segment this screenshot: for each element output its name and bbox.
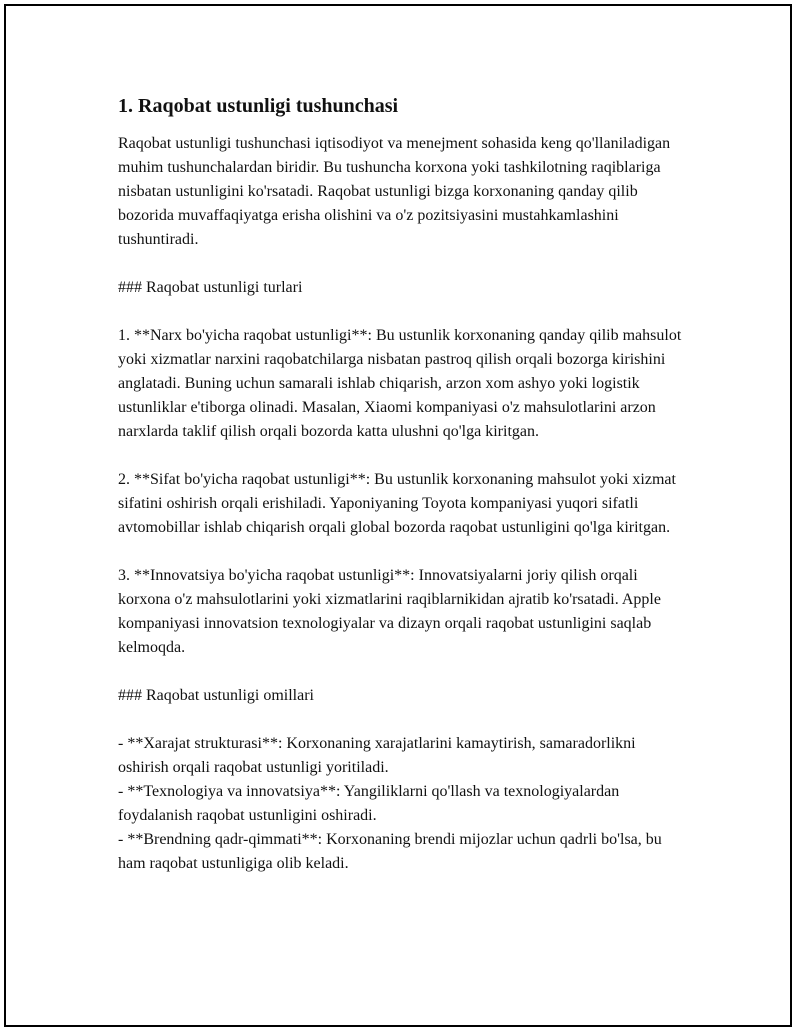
section-heading-factors: ### Raqobat ustunligi omillari bbox=[118, 687, 314, 704]
document-body bbox=[118, 92, 688, 876]
bullet-brand: - **Brendning qadr-qimmati**: Korxonaning brendi mijozlar uchun qadrli bo'lsa, bu ham raqobat ustunligiga olib keladi. bbox=[118, 831, 662, 872]
document-title: 1. Raqobat ustunligi tushunchasi bbox=[118, 95, 399, 117]
intro-paragraph: Raqobat ustunligi tushunchasi iqtisodiyot va menejment sohasida keng qo'llaniladigan muhim tushunchalardan biridir. Bu tushuncha korxona yoki tashkilotning raqiblariga nisbatan ustunligini ko'rsatadi. Raqobat ustunligi bizga korxonaning qanday qilib bozorida muvaffaqiyatga erisha olishini va o'z pozitsiyasini mustahkamlashini tushuntiradi. bbox=[118, 135, 671, 248]
list-item-innovation: 3. **Innovatsiya bo'yicha raqobat ustunligi**: Innovatsiyalarni joriy qilish orqali korxona o'z mahsulotlarini yoki xizmatlarini raqiblarnikidan ajratib ko'rsatadi. Apple kompaniyasi innovatsion texnologiyalar va dizayn orqali raqobat ustunligini saqlab kelmoqda. bbox=[118, 567, 661, 656]
section-heading-types: ### Raqobat ustunligi turlari bbox=[118, 279, 303, 296]
list-item-quality: 2. **Sifat bo'yicha raqobat ustunligi**: Bu ustunlik korxonaning mahsulot yoki xizmat sifatini oshirish orqali erishiladi. Yaponiyaning Toyota kompaniyasi yuqori sifatli avtomobillar ishlab chiqarish orqali global bozorda raqobat ustunligini qo'lga kiritgan. bbox=[118, 471, 676, 536]
bullet-cost-structure: - **Xarajat strukturasi**: Korxonaning xarajatlarini kamaytirish, samaradorlikni oshirish orqali raqobat ustunligi yoritiladi. bbox=[118, 735, 636, 776]
bullet-technology: - **Texnologiya va innovatsiya**: Yangiliklarni qo'llash va texnologiyalardan foydalanish raqobat ustunligini oshiradi. bbox=[118, 783, 620, 824]
list-item-price: 1. **Narx bo'yicha raqobat ustunligi**: Bu ustunlik korxonaning qanday qilib mahsulot yoki xizmatlar narxini raqobatchilarga nisbatan pastroq qilish orqali bozorga kirishini anglatadi. Buning uchun samarali ishlab chiqarish, arzon xom ashyo yoki logistik ustunliklar e'tiborga olinadi. Masalan, Xiaomi kompaniyasi o'z mahsulotlarini arzon narxlarda taklif qilish orqali bozorda katta ulushni qo'lga kiritgan. bbox=[118, 327, 682, 440]
